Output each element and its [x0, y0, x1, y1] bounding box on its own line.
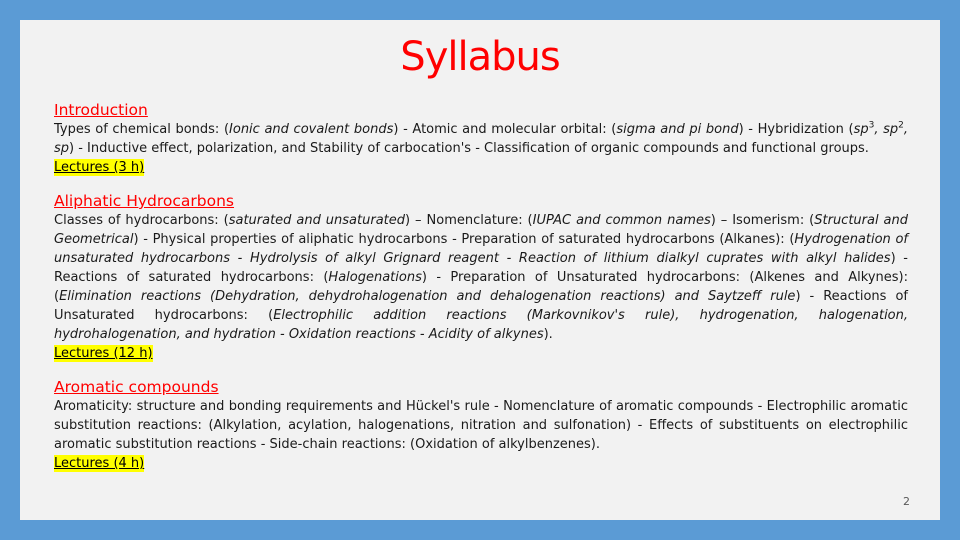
lectures-badge: Lectures (12 h)	[54, 346, 153, 361]
page-number: 2	[903, 495, 910, 508]
body-text-run: ) - Hybridization (	[738, 122, 854, 137]
body-text-run: ) - Preparation of Unsaturated hydrocarbons: (Alkenes and Alkynes): (	[54, 270, 908, 304]
body-text-run: 3	[868, 120, 875, 131]
body-text-run: ) - Reactions of saturated hydrocarbons: (	[54, 251, 908, 285]
body-text-run: , sp	[874, 122, 899, 137]
section-introduction	[54, 100, 908, 177]
body-text-run: Ionic and covalent bonds	[229, 122, 394, 137]
body-text-run: ) – Nomenclature: (	[405, 213, 533, 228]
body-text-run: ) – Isomerism: (	[710, 213, 815, 228]
body-text-run: ) - Inductive effect, polarization, and Stability of carbocation's - Classification of organic compounds and functional groups.	[69, 141, 869, 156]
section-aromatic-compounds	[54, 377, 908, 473]
lectures-badge: Lectures (3 h)	[54, 160, 145, 175]
body-text-run: 2	[898, 120, 904, 131]
body-text-run: sp	[853, 122, 869, 137]
body-text-run: ) - Atomic and molecular orbital: (	[393, 122, 617, 137]
syllabus-content	[54, 100, 908, 487]
body-text-run: sigma and pi bond	[616, 122, 739, 137]
body-text-run: Aromaticity: structure and bonding requirements and Hückel's rule - Nomenclature of aromatic compounds - Electrophilic aromatic substitution reactions: (Alkylation, acylation, halogenations, nitration and sulfonation) - Effects of substituents on electrophilic aromatic substitution reactions - Side-chain reactions: (Oxidation of alkylbenzenes).	[54, 399, 908, 452]
body-text-run: Types of chemical bonds: (	[54, 122, 230, 137]
section-heading: Aliphatic Hydrocarbons	[54, 192, 235, 210]
body-text-run: ).	[543, 327, 553, 342]
lectures-badge: Lectures (4 h)	[54, 456, 145, 471]
section-heading: Aromatic compounds	[54, 378, 219, 396]
body-text-run: Hydrogenation of unsaturated hydrocarbons - Hydrolysis of alkyl Grignard reagent - Reaction of lithium dialkyl cuprates with alkyl halides	[54, 232, 909, 266]
body-text-run: ) - Physical properties of aliphatic hydrocarbons - Preparation of saturated hydrocarbons (Alkanes): (	[133, 232, 795, 247]
slide-title: Syllabus	[400, 34, 560, 80]
body-text-run: Halogenations	[328, 270, 422, 285]
body-text-run: Classes of hydrocarbons: (	[54, 213, 229, 228]
section-aliphatic-hydrocarbons	[54, 191, 908, 363]
section-body	[54, 211, 908, 344]
body-text-run: IUPAC and common names	[532, 213, 711, 228]
body-text-run: , sp	[54, 122, 909, 156]
slide	[20, 20, 940, 520]
body-text-run: Structural and Geometrical	[54, 213, 909, 247]
section-heading: Introduction	[54, 101, 148, 119]
section-body	[54, 120, 908, 158]
section-body	[54, 397, 908, 454]
body-text-run: Electrophilic addition reactions (Markovnikov's rule), hydrogenation, halogenation, hydrohalogenation, and hydration - Oxidation reactions - Acidity of alkynes	[54, 308, 909, 342]
body-text-run: Elimination reactions (Dehydration, dehydrohalogenation and dehalogenation reactions) and Saytzeff rule	[59, 289, 796, 304]
body-text-run: ) - Reactions of Unsaturated hydrocarbons: (	[54, 289, 908, 323]
body-text-run: saturated and unsaturated	[228, 213, 406, 228]
